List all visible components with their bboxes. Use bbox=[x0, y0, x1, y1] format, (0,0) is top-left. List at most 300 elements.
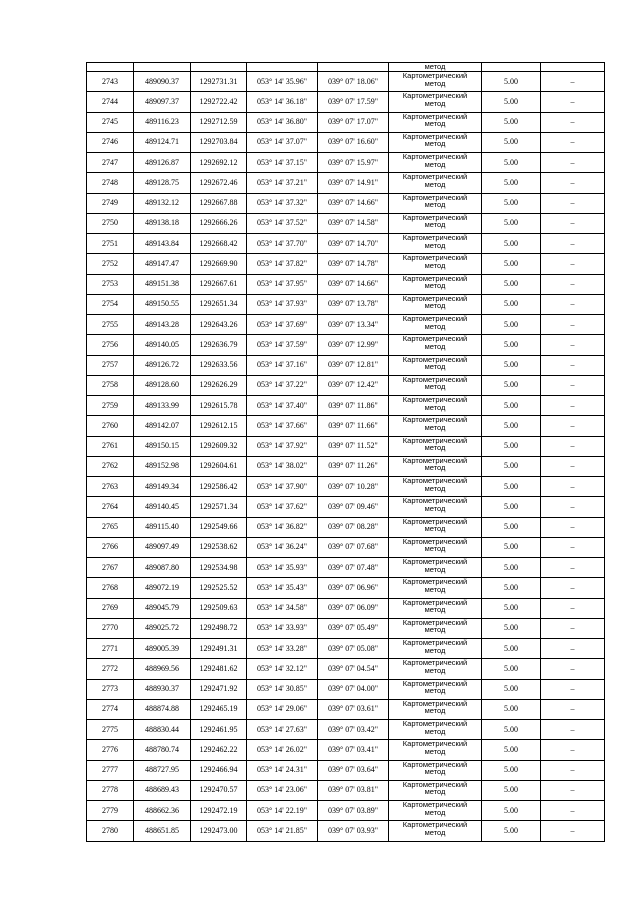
table-row bbox=[87, 537, 605, 557]
cell-point: 2747 bbox=[87, 153, 134, 173]
cell-y: 1292667.61 bbox=[191, 274, 247, 294]
cell-y: 1292473.00 bbox=[191, 821, 247, 841]
cell-note: – bbox=[541, 234, 605, 254]
method-line-1: Картометрический bbox=[402, 233, 468, 242]
cell-y: 1292667.88 bbox=[191, 193, 247, 213]
cell-x: 489140.05 bbox=[134, 335, 191, 355]
cell-latitude: 053° 14' 37.16" bbox=[247, 355, 318, 375]
cell-method bbox=[389, 679, 482, 699]
method-line-2: метод bbox=[424, 564, 446, 574]
table-row bbox=[87, 234, 605, 254]
method-line-2: метод bbox=[424, 524, 446, 533]
cell-latitude: 053° 14' 37.52" bbox=[247, 213, 318, 233]
table-row bbox=[87, 153, 605, 173]
cell-note: – bbox=[541, 639, 605, 659]
cell-note: – bbox=[541, 193, 605, 213]
cell-y: 1292672.46 bbox=[191, 173, 247, 193]
cell-longitude: 039° 07' 08.28" bbox=[318, 517, 389, 537]
cell-longitude: 039° 07' 14.70" bbox=[318, 234, 389, 254]
method-line-2: метод bbox=[424, 402, 446, 412]
cell-y: 1292609.32 bbox=[191, 436, 247, 456]
cell-point bbox=[87, 63, 134, 72]
cell-note: – bbox=[541, 436, 605, 456]
cell-x: 488727.95 bbox=[134, 760, 191, 780]
cell-x: 489025.72 bbox=[134, 618, 191, 638]
method-line-2: метод bbox=[424, 605, 446, 614]
table-row bbox=[87, 315, 605, 335]
cell-point: 2745 bbox=[87, 112, 134, 132]
cell-y: 1292643.26 bbox=[191, 315, 247, 335]
cell-x: 489045.79 bbox=[134, 598, 191, 618]
method-line-1: Картометрический bbox=[402, 557, 468, 566]
table-row bbox=[87, 132, 605, 152]
cell-latitude: 053° 14' 36.18" bbox=[247, 92, 318, 112]
method-line-2: метод bbox=[424, 726, 446, 736]
cell-latitude: 053° 14' 37.82" bbox=[247, 254, 318, 274]
cell-note: – bbox=[541, 112, 605, 132]
cell-x: 489151.38 bbox=[134, 274, 191, 294]
method-line-1: Картометрический bbox=[402, 820, 468, 830]
cell-note: – bbox=[541, 355, 605, 375]
cell-latitude: 053° 14' 37.59" bbox=[247, 335, 318, 355]
cell-point: 2778 bbox=[87, 780, 134, 800]
cell-accuracy: 5.00 bbox=[482, 598, 541, 618]
cell-longitude: 039° 07' 04.00" bbox=[318, 679, 389, 699]
cell-x: 488662.36 bbox=[134, 801, 191, 821]
table-row bbox=[87, 558, 605, 578]
cell-note: – bbox=[541, 92, 605, 112]
method-line-2: метод bbox=[424, 321, 446, 331]
cell-x: 489128.75 bbox=[134, 173, 191, 193]
cell-accuracy: 5.00 bbox=[482, 760, 541, 780]
cell-latitude: 053° 14' 23.06" bbox=[247, 780, 318, 800]
cell-method bbox=[389, 821, 482, 841]
cell-y: 1292666.26 bbox=[191, 213, 247, 233]
cell-note: – bbox=[541, 396, 605, 416]
cell-longitude: 039° 07' 06.96" bbox=[318, 578, 389, 598]
cell-y: 1292669.90 bbox=[191, 254, 247, 274]
table-row bbox=[87, 780, 605, 800]
cell-point: 2758 bbox=[87, 375, 134, 395]
cell-longitude: 039° 07' 03.41" bbox=[318, 740, 389, 760]
method-line-1: Картометрический bbox=[402, 679, 468, 688]
method-line-2: метод bbox=[424, 362, 446, 371]
method-line-2: метод bbox=[424, 220, 446, 230]
method-line-2: метод bbox=[424, 483, 446, 493]
cell-point: 2773 bbox=[87, 679, 134, 699]
cell-longitude: 039° 07' 03.61" bbox=[318, 699, 389, 719]
method-line-1: Картометрический bbox=[402, 598, 468, 607]
cell-latitude: 053° 14' 37.32" bbox=[247, 193, 318, 213]
method-line-2: метод bbox=[424, 382, 446, 392]
cell-method bbox=[389, 497, 482, 517]
method-line-2: метод bbox=[424, 746, 446, 756]
cell-note: – bbox=[541, 315, 605, 335]
cell-y: 1292651.34 bbox=[191, 294, 247, 314]
cell-method bbox=[389, 618, 482, 638]
cell-latitude: 053° 14' 36.24" bbox=[247, 537, 318, 557]
method-line-2: метод bbox=[424, 159, 446, 169]
cell-method bbox=[389, 537, 482, 557]
table-row bbox=[87, 335, 605, 355]
cell-latitude: 053° 14' 37.95" bbox=[247, 274, 318, 294]
method-line-1: Картометрический bbox=[402, 71, 468, 80]
cell-accuracy: 5.00 bbox=[482, 456, 541, 476]
method-line-2: метод bbox=[424, 463, 446, 473]
cell-note: – bbox=[541, 740, 605, 760]
cell-point: 2753 bbox=[87, 274, 134, 294]
cell-method bbox=[389, 578, 482, 598]
cell-y: 1292471.92 bbox=[191, 679, 247, 699]
cell-longitude: 039° 07' 12.81" bbox=[318, 355, 389, 375]
cell-x: 489152.98 bbox=[134, 456, 191, 476]
cell-x: 489132.12 bbox=[134, 193, 191, 213]
cell-y: 1292466.94 bbox=[191, 760, 247, 780]
cell-longitude: 039° 07' 06.09" bbox=[318, 598, 389, 618]
cell-longitude: 039° 07' 03.89" bbox=[318, 801, 389, 821]
cell-method bbox=[389, 801, 482, 821]
cell-note: – bbox=[541, 72, 605, 92]
cell-accuracy: 5.00 bbox=[482, 477, 541, 497]
cell-point: 2757 bbox=[87, 355, 134, 375]
cell-latitude: 053° 14' 32.12" bbox=[247, 659, 318, 679]
method-line-1: Картометрический bbox=[402, 314, 468, 323]
cell-accuracy: 5.00 bbox=[482, 699, 541, 719]
cell-x: 489149.34 bbox=[134, 477, 191, 497]
cell-point: 2768 bbox=[87, 578, 134, 598]
table-row bbox=[87, 456, 605, 476]
cell-y: 1292461.95 bbox=[191, 720, 247, 740]
table-row bbox=[87, 679, 605, 699]
cell-accuracy: 5.00 bbox=[482, 639, 541, 659]
coordinates-table bbox=[86, 62, 605, 842]
cell-note: – bbox=[541, 274, 605, 294]
cell-longitude: 039° 07' 03.42" bbox=[318, 720, 389, 740]
cell-method bbox=[389, 112, 482, 132]
cell-point: 2751 bbox=[87, 234, 134, 254]
cell-latitude: 053° 14' 36.82" bbox=[247, 517, 318, 537]
cell-latitude: 053° 14' 26.02" bbox=[247, 740, 318, 760]
cell-point: 2770 bbox=[87, 618, 134, 638]
cell-method bbox=[389, 63, 482, 72]
cell-longitude: 039° 07' 14.78" bbox=[318, 254, 389, 274]
cell-accuracy: 5.00 bbox=[482, 659, 541, 679]
cell-latitude: 053° 14' 33.28" bbox=[247, 639, 318, 659]
method-line-2: метод bbox=[424, 200, 446, 209]
cell-note: – bbox=[541, 213, 605, 233]
cell-note: – bbox=[541, 132, 605, 152]
table-row bbox=[87, 92, 605, 112]
cell-accuracy: 5.00 bbox=[482, 537, 541, 557]
cell-method bbox=[389, 173, 482, 193]
cell-point: 2746 bbox=[87, 132, 134, 152]
cell-latitude: 053° 14' 37.90" bbox=[247, 477, 318, 497]
cell-method bbox=[389, 315, 482, 335]
method-line-1: Картометрический bbox=[402, 112, 468, 121]
cell-method bbox=[389, 92, 482, 112]
cell-x: 489005.39 bbox=[134, 639, 191, 659]
cell-longitude: 039° 07' 14.58" bbox=[318, 213, 389, 233]
cell-method bbox=[389, 598, 482, 618]
method-line-1: Картометрический bbox=[402, 537, 468, 546]
cell-latitude: 053° 14' 37.66" bbox=[247, 416, 318, 436]
method-line-2: метод bbox=[424, 139, 446, 149]
cell-latitude: 053° 14' 22.19" bbox=[247, 801, 318, 821]
cell-point: 2779 bbox=[87, 801, 134, 821]
cell-longitude: 039° 07' 11.66" bbox=[318, 416, 389, 436]
cell-accuracy: 5.00 bbox=[482, 780, 541, 800]
cell-y: 1292465.19 bbox=[191, 699, 247, 719]
method-line-1: Картометрический bbox=[402, 456, 468, 465]
cell-longitude: 039° 07' 03.93" bbox=[318, 821, 389, 841]
cell-accuracy: 5.00 bbox=[482, 213, 541, 233]
cell-longitude: 039° 07' 18.06" bbox=[318, 72, 389, 92]
cell-note: – bbox=[541, 760, 605, 780]
cell-note: – bbox=[541, 659, 605, 679]
cell-point: 2766 bbox=[87, 537, 134, 557]
cell-longitude: 039° 07' 03.81" bbox=[318, 780, 389, 800]
cell-latitude: 053° 14' 37.07" bbox=[247, 132, 318, 152]
method-line-2: метод bbox=[424, 98, 446, 108]
method-line-1: Картометрический bbox=[402, 152, 468, 161]
cell-latitude: 053° 14' 37.22" bbox=[247, 375, 318, 395]
cell-note: – bbox=[541, 699, 605, 719]
table-row bbox=[87, 213, 605, 233]
cell-x: 489097.49 bbox=[134, 537, 191, 557]
cell-x: 489126.72 bbox=[134, 355, 191, 375]
cell-method bbox=[389, 699, 482, 719]
cell-accuracy: 5.00 bbox=[482, 254, 541, 274]
cell-x: 489133.99 bbox=[134, 396, 191, 416]
cell-x: 489115.40 bbox=[134, 517, 191, 537]
table-row bbox=[87, 598, 605, 618]
method-line-2: метод bbox=[424, 179, 446, 189]
method-line-1: Картометрический bbox=[402, 294, 468, 303]
cell-longitude: 039° 07' 14.66" bbox=[318, 193, 389, 213]
cell-point: 2762 bbox=[87, 456, 134, 476]
cell-latitude: 053° 14' 27.63" bbox=[247, 720, 318, 740]
cell-note: – bbox=[541, 416, 605, 436]
method-line-2: метод bbox=[424, 807, 446, 817]
cell-point: 2767 bbox=[87, 558, 134, 578]
method-line-2: метод bbox=[424, 706, 446, 716]
cell-longitude: 039° 07' 12.42" bbox=[318, 375, 389, 395]
table-body bbox=[87, 63, 605, 842]
method-line-2: метод bbox=[424, 119, 446, 128]
cell-note: – bbox=[541, 618, 605, 638]
cell-longitude: 039° 07' 05.08" bbox=[318, 639, 389, 659]
cell-y: 1292462.22 bbox=[191, 740, 247, 760]
cell-x: 488830.44 bbox=[134, 720, 191, 740]
cell-accuracy: 5.00 bbox=[482, 335, 541, 355]
cell-method bbox=[389, 234, 482, 254]
table-row bbox=[87, 639, 605, 659]
cell-point: 2769 bbox=[87, 598, 134, 618]
table-row bbox=[87, 760, 605, 780]
cell-longitude: 039° 07' 10.28" bbox=[318, 477, 389, 497]
cell-longitude: 039° 07' 17.07" bbox=[318, 112, 389, 132]
cell-note: – bbox=[541, 456, 605, 476]
cell-x: 488689.43 bbox=[134, 780, 191, 800]
cell-latitude: 053° 14' 35.43" bbox=[247, 578, 318, 598]
cell-y: 1292549.66 bbox=[191, 517, 247, 537]
cell-accuracy: 5.00 bbox=[482, 679, 541, 699]
cell-y: 1292731.31 bbox=[191, 72, 247, 92]
cell-y: 1292534.98 bbox=[191, 558, 247, 578]
cell-latitude: 053° 14' 33.93" bbox=[247, 618, 318, 638]
cell-accuracy: 5.00 bbox=[482, 112, 541, 132]
cell-longitude: 039° 07' 07.68" bbox=[318, 537, 389, 557]
method-line-2: метод bbox=[424, 78, 446, 88]
cell-y: 1292668.42 bbox=[191, 234, 247, 254]
cell-longitude: 039° 07' 16.60" bbox=[318, 132, 389, 152]
cell-point: 2763 bbox=[87, 477, 134, 497]
table-row bbox=[87, 375, 605, 395]
cell-method bbox=[389, 659, 482, 679]
method-line-1: Картометрический bbox=[402, 213, 468, 222]
table-row bbox=[87, 517, 605, 537]
method-line-1: Картометрический bbox=[402, 132, 468, 141]
method-continued: метод bbox=[424, 62, 446, 71]
method-line-1: Картометрический bbox=[402, 800, 468, 809]
cell-point: 2774 bbox=[87, 699, 134, 719]
cell-point: 2771 bbox=[87, 639, 134, 659]
cell-method bbox=[389, 132, 482, 152]
table-row bbox=[87, 618, 605, 638]
cell-x: 489097.37 bbox=[134, 92, 191, 112]
cell-longitude: 039° 07' 14.91" bbox=[318, 173, 389, 193]
cell-accuracy bbox=[482, 63, 541, 72]
cell-y: 1292472.19 bbox=[191, 801, 247, 821]
cell-point: 2777 bbox=[87, 760, 134, 780]
method-line-1: Картометрический bbox=[402, 253, 468, 263]
cell-point: 2748 bbox=[87, 173, 134, 193]
cell-method bbox=[389, 335, 482, 355]
cell-x: 489143.28 bbox=[134, 315, 191, 335]
cell-accuracy: 5.00 bbox=[482, 436, 541, 456]
cell-y: 1292538.62 bbox=[191, 537, 247, 557]
cell-method bbox=[389, 740, 482, 760]
cell-method bbox=[389, 477, 482, 497]
method-line-1: Картометрический bbox=[402, 415, 468, 425]
cell-point: 2743 bbox=[87, 72, 134, 92]
method-line-1: Картометрический bbox=[402, 517, 468, 526]
cell-method bbox=[389, 558, 482, 578]
table-row bbox=[87, 416, 605, 436]
cell-note: – bbox=[541, 821, 605, 841]
cell-accuracy: 5.00 bbox=[482, 72, 541, 92]
cell-longitude: 039° 07' 17.59" bbox=[318, 92, 389, 112]
cell-x: 489072.19 bbox=[134, 578, 191, 598]
cell-latitude: 053° 14' 34.58" bbox=[247, 598, 318, 618]
cell-longitude bbox=[318, 63, 389, 72]
cell-accuracy: 5.00 bbox=[482, 517, 541, 537]
table-row bbox=[87, 497, 605, 517]
table-row bbox=[87, 193, 605, 213]
cell-method bbox=[389, 720, 482, 740]
method-line-2: метод bbox=[424, 443, 446, 452]
method-line-2: метод bbox=[424, 301, 446, 311]
cell-method bbox=[389, 760, 482, 780]
cell-note: – bbox=[541, 720, 605, 740]
cell-longitude: 039° 07' 13.34" bbox=[318, 315, 389, 335]
cell-x: 488969.56 bbox=[134, 659, 191, 679]
table-row bbox=[87, 801, 605, 821]
cell-longitude: 039° 07' 04.54" bbox=[318, 659, 389, 679]
method-line-2: метод bbox=[424, 281, 446, 290]
cell-note: – bbox=[541, 558, 605, 578]
cell-y: 1292633.56 bbox=[191, 355, 247, 375]
table-row bbox=[87, 821, 605, 841]
cell-point: 2761 bbox=[87, 436, 134, 456]
cell-method bbox=[389, 639, 482, 659]
cell-accuracy: 5.00 bbox=[482, 234, 541, 254]
cell-y: 1292481.62 bbox=[191, 659, 247, 679]
cell-accuracy: 5.00 bbox=[482, 578, 541, 598]
cell-method bbox=[389, 193, 482, 213]
cell-accuracy: 5.00 bbox=[482, 821, 541, 841]
cell-latitude: 053° 14' 37.40" bbox=[247, 396, 318, 416]
cell-y: 1292615.78 bbox=[191, 396, 247, 416]
method-line-1: Картометрический bbox=[402, 719, 468, 728]
cell-latitude: 053° 14' 36.80" bbox=[247, 112, 318, 132]
cell-x: 489090.37 bbox=[134, 72, 191, 92]
cell-point: 2776 bbox=[87, 740, 134, 760]
cell-latitude: 053° 14' 37.92" bbox=[247, 436, 318, 456]
cell-longitude: 039° 07' 03.64" bbox=[318, 760, 389, 780]
method-line-1: Картометрический bbox=[402, 334, 468, 344]
cell-x: 489128.60 bbox=[134, 375, 191, 395]
cell-latitude: 053° 14' 37.21" bbox=[247, 173, 318, 193]
method-line-1: Картометрический bbox=[402, 476, 468, 485]
cell-accuracy: 5.00 bbox=[482, 801, 541, 821]
cell-method bbox=[389, 396, 482, 416]
cell-method bbox=[389, 780, 482, 800]
method-line-1: Картометрический bbox=[402, 658, 468, 668]
cell-latitude: 053° 14' 37.93" bbox=[247, 294, 318, 314]
cell-note: – bbox=[541, 780, 605, 800]
cell-point: 2775 bbox=[87, 720, 134, 740]
cell-longitude: 039° 07' 11.52" bbox=[318, 436, 389, 456]
cell-x: 489140.45 bbox=[134, 497, 191, 517]
cell-accuracy: 5.00 bbox=[482, 294, 541, 314]
cell-x: 489150.55 bbox=[134, 294, 191, 314]
table-row bbox=[87, 72, 605, 92]
cell-longitude: 039° 07' 05.49" bbox=[318, 618, 389, 638]
method-line-1: Картометрический bbox=[402, 91, 468, 101]
cell-method bbox=[389, 456, 482, 476]
cell-note: – bbox=[541, 335, 605, 355]
cell-method bbox=[389, 274, 482, 294]
table-row bbox=[87, 294, 605, 314]
cell-point: 2759 bbox=[87, 396, 134, 416]
cell-x: 489087.80 bbox=[134, 558, 191, 578]
method-line-1: Картометрический bbox=[402, 577, 468, 587]
table-row bbox=[87, 173, 605, 193]
cell-note: – bbox=[541, 801, 605, 821]
cell-y: 1292722.42 bbox=[191, 92, 247, 112]
method-line-2: метод bbox=[424, 584, 446, 594]
table-row bbox=[87, 659, 605, 679]
cell-x: 489124.71 bbox=[134, 132, 191, 152]
cell-latitude: 053° 14' 29.06" bbox=[247, 699, 318, 719]
cell-x: 489142.07 bbox=[134, 416, 191, 436]
cell-point: 2752 bbox=[87, 254, 134, 274]
cell-x: 489147.47 bbox=[134, 254, 191, 274]
cell-longitude: 039° 07' 11.86" bbox=[318, 396, 389, 416]
cell-x: 488651.85 bbox=[134, 821, 191, 841]
cell-x: 488874.88 bbox=[134, 699, 191, 719]
